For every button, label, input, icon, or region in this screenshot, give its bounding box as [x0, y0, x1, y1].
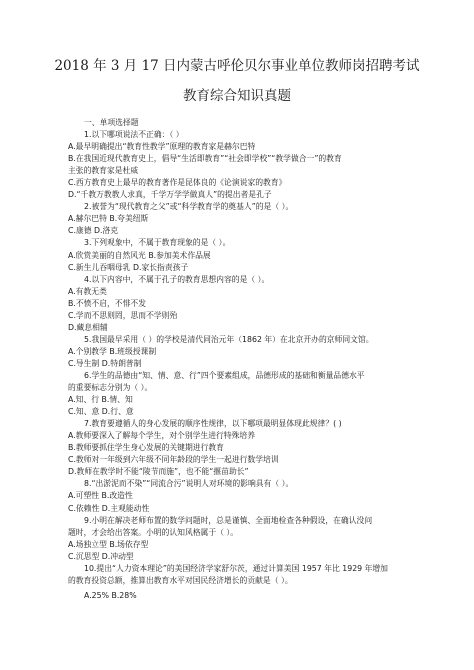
question-1: 1.以下哪项说法不正确：（ ）	[84, 130, 184, 140]
document-title-line-1: 2018 年 3 月 17 日内蒙古呼伦贝尔事业单位教师岗招聘考试	[54, 58, 420, 74]
question-6: 6.学生的品德由“知、情、意、行”四个要素组成，品德形成的基础和衡量品德水平	[84, 370, 365, 380]
options-2cd: C.康德 D.洛克	[68, 226, 119, 236]
options-8cd: C.依赖性 D.主观能动性	[68, 503, 150, 513]
options-6cd: C.知、意 D.行、意	[68, 407, 134, 417]
option-4d: D.藏息相辅	[68, 322, 108, 332]
option-4c: C.学而不思则罔，思而不学则殆	[68, 310, 178, 320]
options-2ab: A.赫尔巴特 B.夸美纽斯	[68, 214, 149, 224]
option-4b: B.不愤不启，不悱不发	[68, 298, 146, 308]
question-6-cont: 的重要标志分别为（ ）。	[68, 383, 153, 393]
question-7: 7.教育要遵循人的身心发展的顺序性规律，以下哪项最明显体现此规律？( )	[84, 419, 342, 429]
question-9-cont: 题时，才会给出答案。小明的认知风格属于（ ）。	[68, 527, 239, 537]
question-2: 2.被誉为“现代教育之父”或“科学教育学的奠基人”的是（ ）。	[84, 202, 294, 212]
options-9ab: A.场独立型 B.场依存型	[68, 539, 149, 549]
option-1d: D.“千教万教教人求真，千学万学学做真人”的提出者是孔子	[68, 190, 272, 200]
options-8ab: A.可塑性 B.改造性	[68, 491, 133, 501]
option-1b-cont: 主张的教育家是杜威	[68, 166, 139, 176]
question-9: 9.小明在解决老师布置的数学问题时，总是谨慎、全面地检查各种假设，在确认没问	[84, 515, 373, 525]
options-6ab: A.知、行 B.情、知	[68, 395, 133, 405]
options-3ab: A.欣赏美丽的自然风光 B.参加美术作品展	[68, 250, 211, 260]
options-3cd: C.新生儿吞咽母乳 D.家长指责孩子	[68, 262, 189, 272]
option-7c: C.教师对一年级到六年级不同年龄段的学生一起进行数学培训	[68, 455, 279, 465]
question-10-cont: 的教育投资总额，推算出教育水平对国民经济增长的贡献是（ ）。	[68, 575, 293, 585]
option-4a: A.有教无类	[68, 286, 107, 296]
option-1b: B.在我国近现代教育史上，倡导“生活即教育”“社会即学校”“教学做合一”的教育	[68, 154, 342, 164]
question-8: 8.“出淤泥而不染”“同流合污”说明人对环境的影响具有（ ）。	[84, 479, 294, 489]
options-10ab: A.25% B.28%	[84, 590, 137, 600]
option-1a: A.最早明确提出“教育性教学”原理的教育家是赫尔巴特	[68, 142, 256, 152]
option-7d: D.教师在教学时不能“陵节而施”，也不能“揠苗助长”	[68, 467, 249, 477]
option-7a: A.教师要深入了解每个学生，对个别学生进行特殊培养	[68, 431, 256, 441]
options-5cd: C.导生制 D.特朗普制	[68, 358, 142, 368]
question-10: 10.提出“人力资本理论”的美国经济学家舒尔茨，通过计算美国 1957 年比 1929 年增加	[84, 563, 388, 573]
document-title-line-2: 教育综合知识真题	[183, 88, 291, 104]
question-list	[68, 117, 408, 602]
section-heading: 一、单项选择题	[84, 118, 139, 127]
question-4: 4.以下内容中，不属于孔子的教育思想内容的是（ ）。	[84, 274, 270, 284]
question-5: 5.我国最早采用（ ）的学校是清代同治元年（1862 年）在北京开办的京师同文馆。	[84, 334, 374, 344]
question-3: 3.下列观象中，不属于教育现象的是（ ）。	[84, 238, 231, 248]
options-5ab: A.个别教学 B.班级授课制	[68, 346, 157, 356]
option-7b: B.教师要抓住学生身心发展的关键期进行教育	[68, 443, 224, 453]
options-9cd: C.沉思型 D.冲动型	[68, 551, 134, 561]
option-1c: C.西方教育史上最早的教育著作是昆体良的《论演说家的教育》	[68, 178, 287, 188]
